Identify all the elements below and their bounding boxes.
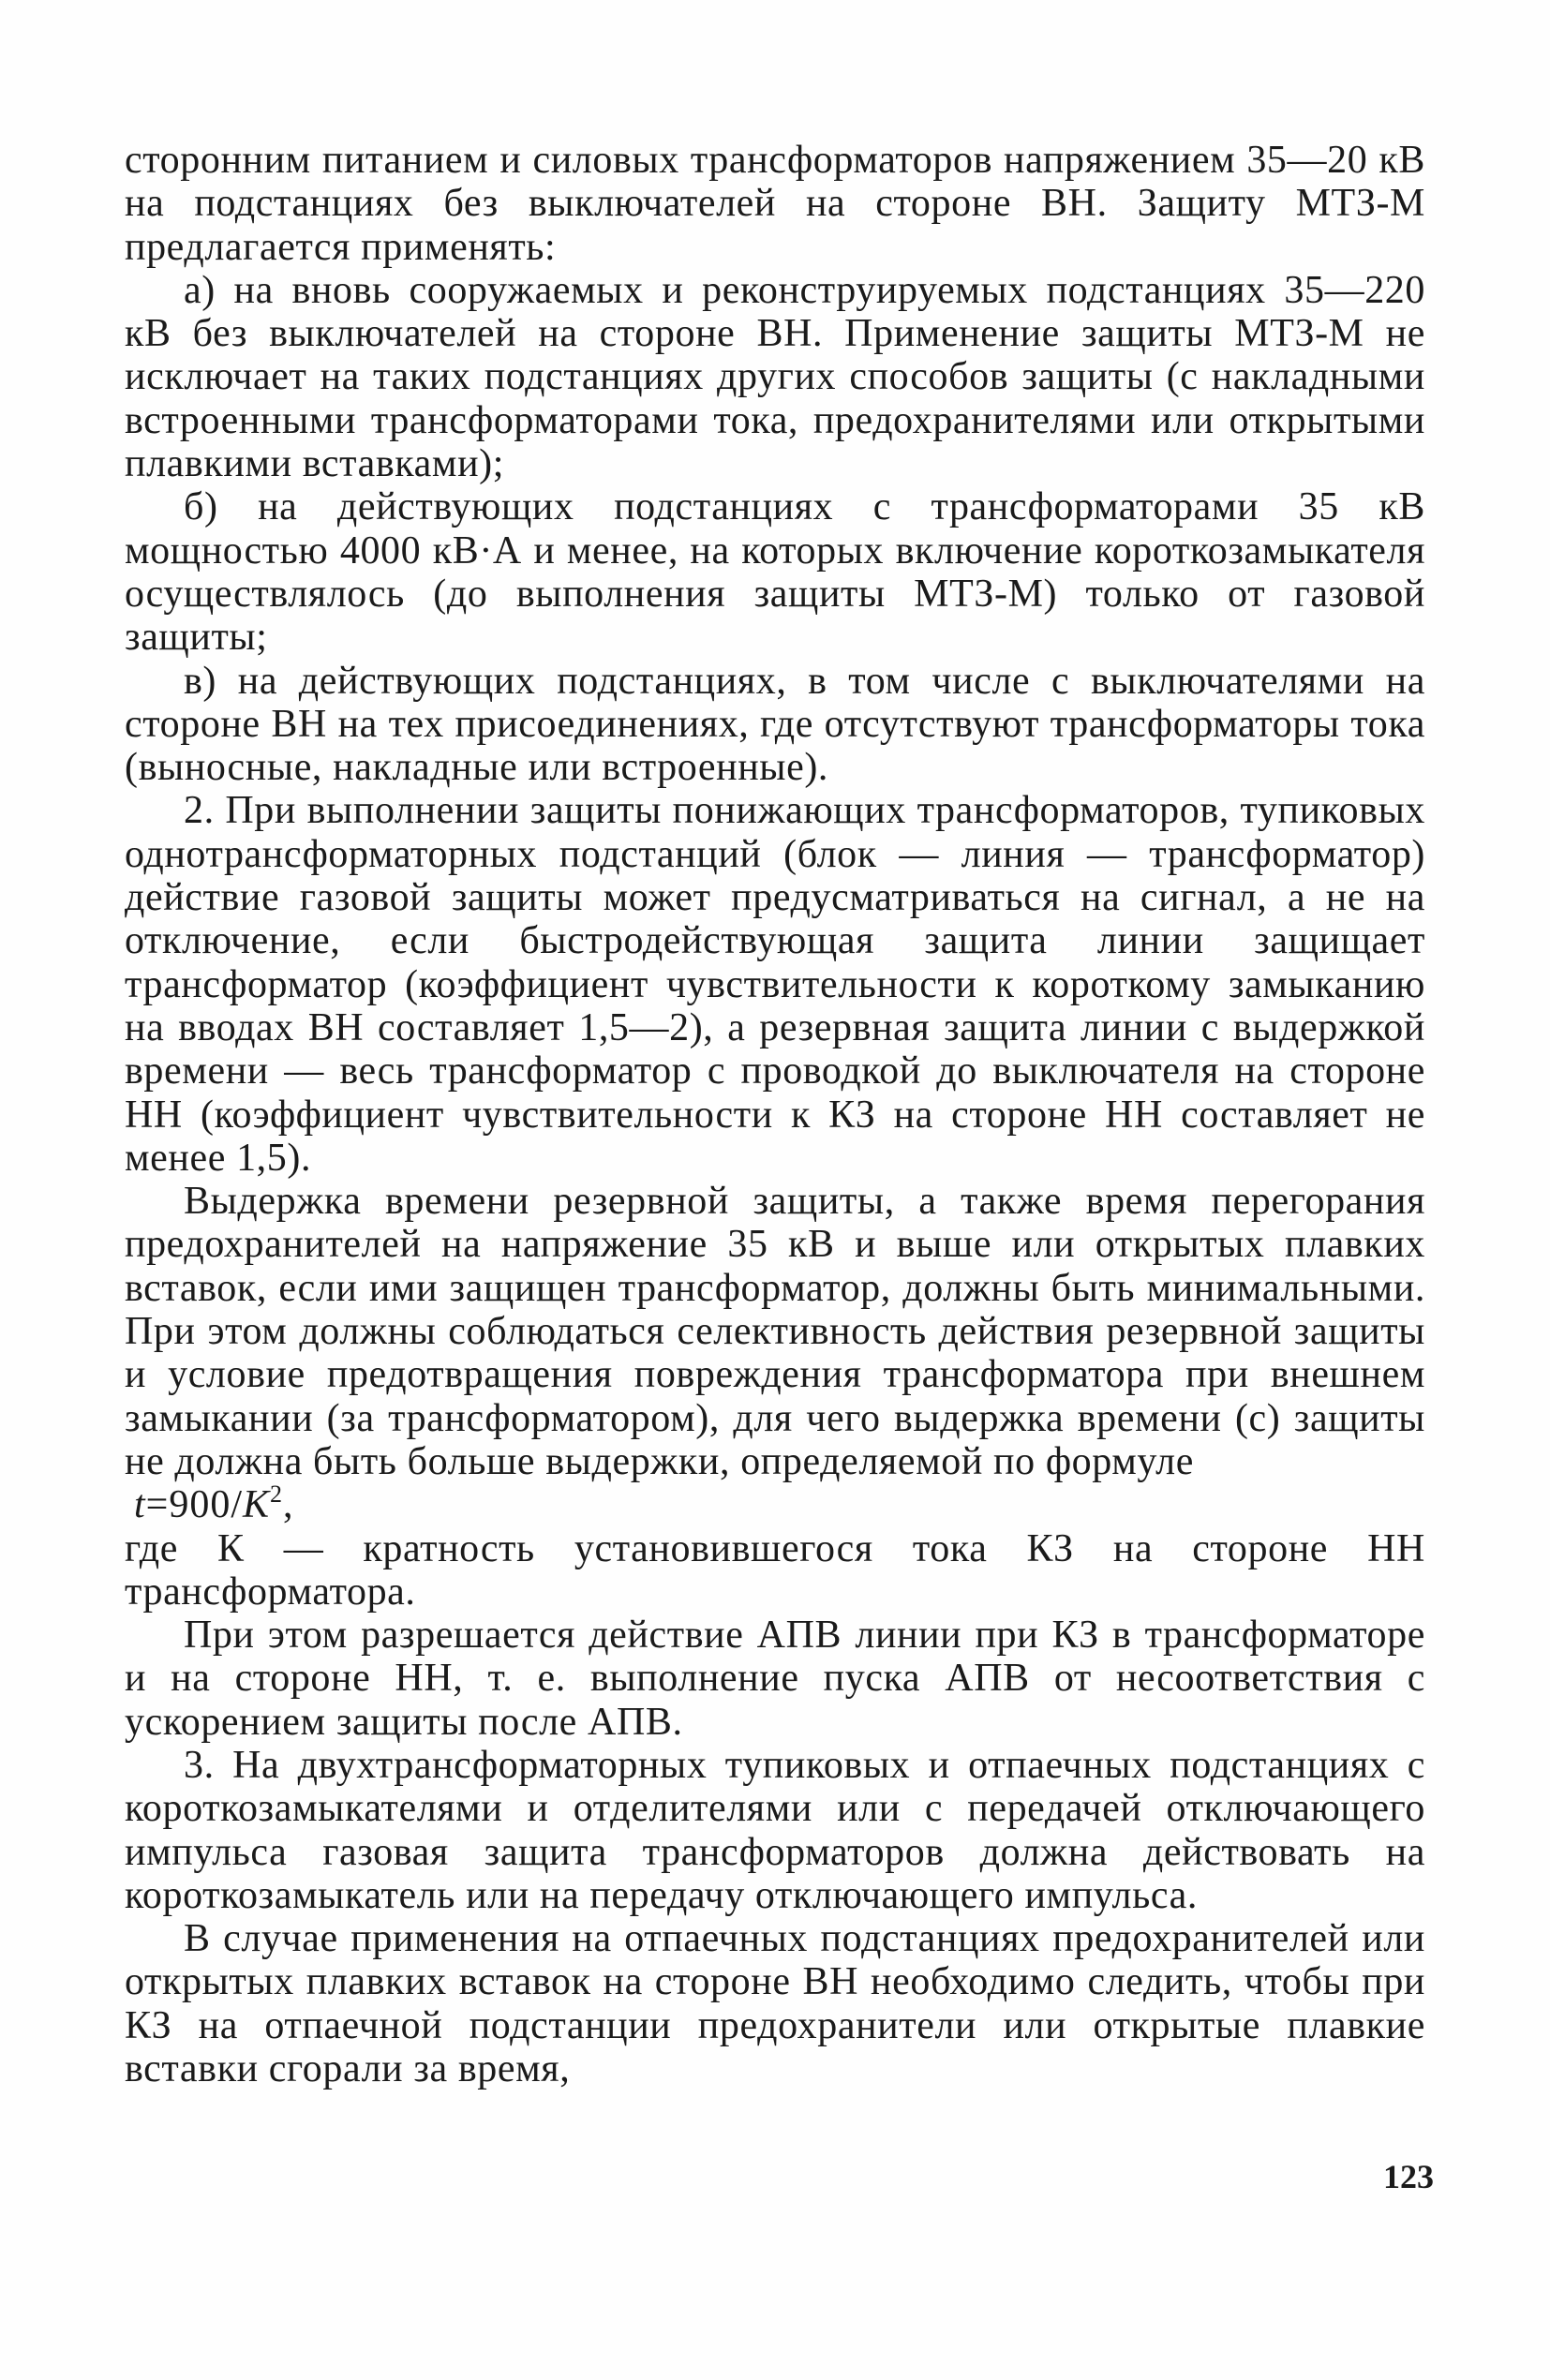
paragraph-9: 3. На двухтрансформаторных тупиковых и отпаечных подстанциях с короткозамыкателями и отделителями или с передачей отключающего импульса газовая защита трансформаторов должна действовать на короткозамыкатель или на передачу отключающего импульса. bbox=[125, 1743, 1425, 1917]
paragraph-6: Выдержка времени резервной защиты, а также время перегорания предохранителей на напряжение 35 кВ и выше или открытых плавких вставок, если ими защищен трансформатор, должны быть минимальными. При этом должны соблюдаться селективность действия резервной защиты и условие предотвращения повреждения трансформатора при внешнем замыкании (за трансформатором), для чего выдержка времени (с) защиты не должна быть больше выдержки, определяемой по формуле bbox=[125, 1180, 1425, 1483]
paragraph-10: В случае применения на отпаечных подстанциях предохранителей или открытых плавких вставок на стороне ВН необходимо следить, чтобы при КЗ на отпаечной подстанции предохранители или открытые плавкие вставки сгорали за время, bbox=[125, 1917, 1425, 2091]
formula bbox=[125, 1480, 1425, 1527]
paragraph-2: а) на вновь сооружаемых и реконструируемых подстанциях 35—220 кВ без выключателей на стороне ВН. Применение защиты МТЗ-М не исключает на таких подстанциях других способов защиты (с накладными встроенными трансформаторами тока, предохранителями или открытыми плавкими вставками); bbox=[125, 268, 1425, 486]
paragraph-7: где К — кратность установившегося тока КЗ на стороне НН трансформатора. bbox=[125, 1526, 1425, 1614]
page-number: 123 bbox=[1383, 2158, 1434, 2195]
body-text bbox=[125, 139, 1425, 2090]
formula-exponent: 2 bbox=[270, 1480, 284, 1509]
paragraph-8: При этом разрешается действие АПВ линии при КЗ в трансформаторе и на стороне НН, т. е. выполнение пуска АПВ от несоответствия с ускорением защиты после АПВ. bbox=[125, 1614, 1425, 1744]
paragraph-3: б) на действующих подстанциях с трансформаторами 35 кВ мощностью 4000 кВ·А и менее, на которых включение короткозамыкателя осуществлялось (до выполнения защиты МТЗ-М) только от газовой защиты; bbox=[125, 485, 1425, 660]
formula-var-k: K bbox=[243, 1483, 271, 1527]
paragraph-1: сторонним питанием и силовых трансформаторов напряжением 35—20 кВ на подстанциях без выключателей на стороне ВН. Защиту МТЗ-М предлагается применять: bbox=[125, 139, 1425, 269]
formula-tail: , bbox=[283, 1483, 294, 1527]
formula-eq: =900/ bbox=[145, 1483, 244, 1527]
formula-var-t: t bbox=[134, 1483, 146, 1527]
paragraph-4: в) на действующих подстанциях, в том числе с выключателями на стороне ВН на тех присоединениях, где отсутствуют трансформаторы тока (выносные, накладные или встроенные). bbox=[125, 659, 1425, 790]
paragraph-5: 2. При выполнении защиты понижающих трансформаторов, тупиковых однотрансформаторных подстанций (блок — линия — трансформатор) действие газовой защиты может предусматриваться на сигнал, а не на отключение, если быстродействующая защита линии защищает трансформатор (коэффициент чувствительности к короткому замыканию на вводах ВН составляет 1,5—2), а резервная защита линии с выдержкой времени — весь трансформатор с проводкой до выключателя на стороне НН (коэффициент чувствительности к КЗ на стороне НН составляет не менее 1,5). bbox=[125, 789, 1425, 1180]
